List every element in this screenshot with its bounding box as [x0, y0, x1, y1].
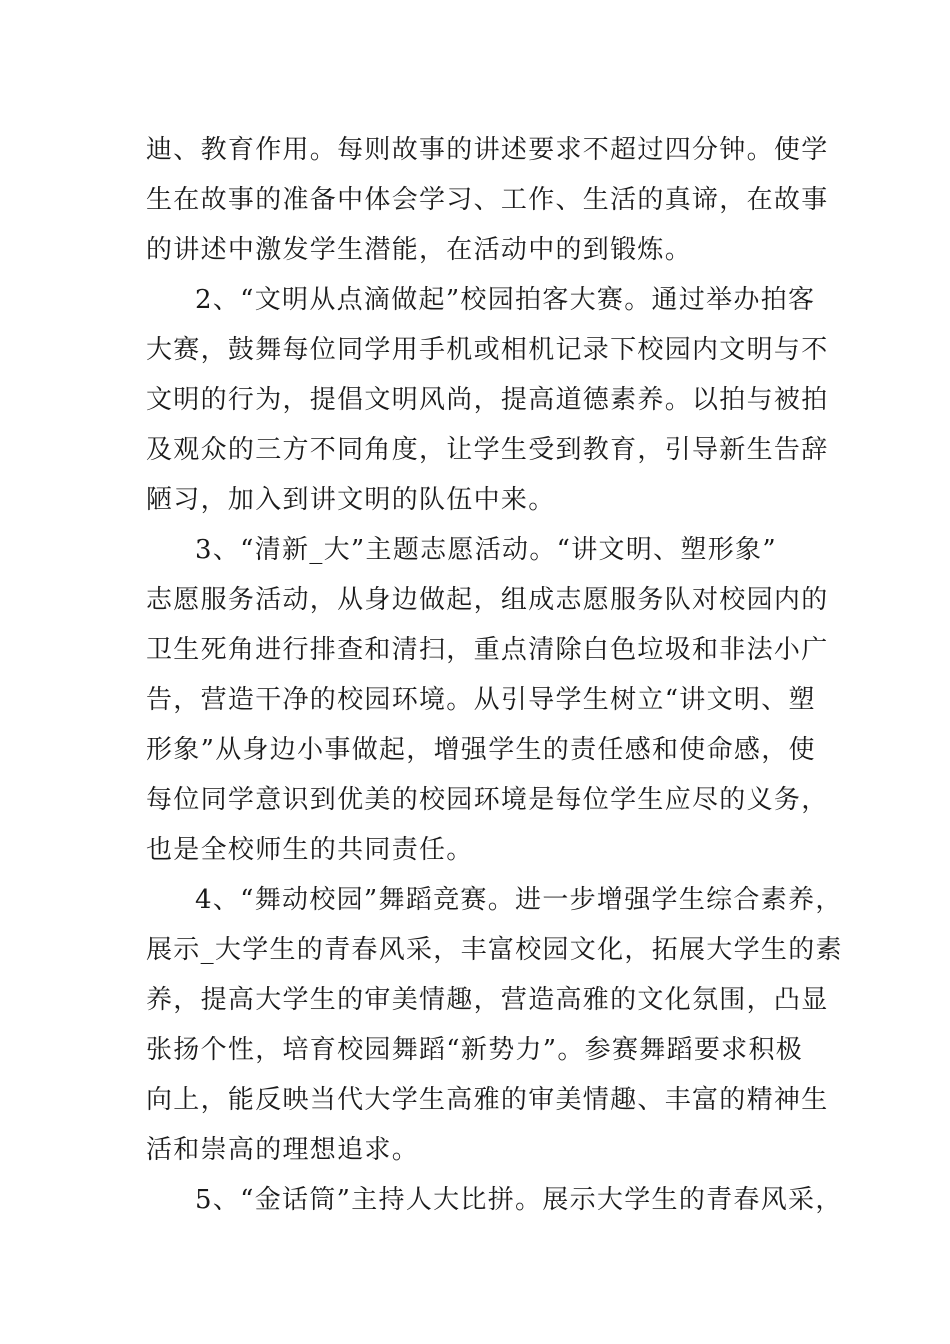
- text-line: 生在故事的准备中体会学习、工作、生活的真谛，在故事: [146, 185, 829, 215]
- text-line: 志愿服务活动，从身边做起，组成志愿服务队对校园内的: [146, 585, 829, 615]
- text-line: 张扬个性，培育校园舞蹈“新势力”。参赛舞蹈要求积极: [146, 1035, 804, 1065]
- text-line: 文明的行为，提倡文明风尚，提高道德素养。以拍与被拍: [146, 385, 829, 415]
- text-line: 大赛，鼓舞每位同学用手机或相机记录下校园内文明与不: [146, 335, 829, 365]
- text-line: 4、“舞动校园”舞蹈竞赛。进一步增强学生综合素养，: [195, 885, 843, 915]
- text-line: 向上，能反映当代大学生高雅的审美情趣、丰富的精神生: [146, 1085, 829, 1115]
- text-line: 3、“清新_大”主题志愿活动。“讲文明、塑形象”: [195, 535, 777, 565]
- text-line: 形象”从身边小事做起，增强学生的责任感和使命感，使: [146, 735, 816, 765]
- text-line: 迪、教育作用。每则故事的讲述要求不超过四分钟。使学: [146, 135, 829, 165]
- text-line: 告，营造干净的校园环境。从引导学生树立“讲文明、塑: [146, 685, 816, 715]
- text-line: 活和崇高的理想追求。: [146, 1135, 420, 1165]
- text-line: 2、“文明从点滴做起”校园拍客大赛。通过举办拍客: [195, 285, 816, 315]
- text-line: 也是全校师生的共同责任。: [146, 835, 474, 865]
- text-line: 的讲述中激发学生潜能，在活动中的到锻炼。: [146, 235, 693, 265]
- text-line: 5、“金话筒”主持人大比拼。展示大学生的青春风采，: [195, 1185, 843, 1215]
- text-line: 卫生死角进行排查和清扫，重点清除白色垃圾和非法小广: [146, 635, 829, 665]
- text-line: 及观众的三方不同角度，让学生受到教育，引导新生告辞: [146, 435, 829, 465]
- text-line: 养，提高大学生的审美情趣，营造高雅的文化氛围，凸显: [146, 985, 829, 1015]
- text-line: 每位同学意识到优美的校园环境是每位学生应尽的义务，: [146, 785, 829, 815]
- text-line: 展示_大学生的青春风采，丰富校园文化，拓展大学生的素: [146, 935, 843, 965]
- text-line: 陋习，加入到讲文明的队伍中来。: [146, 485, 556, 515]
